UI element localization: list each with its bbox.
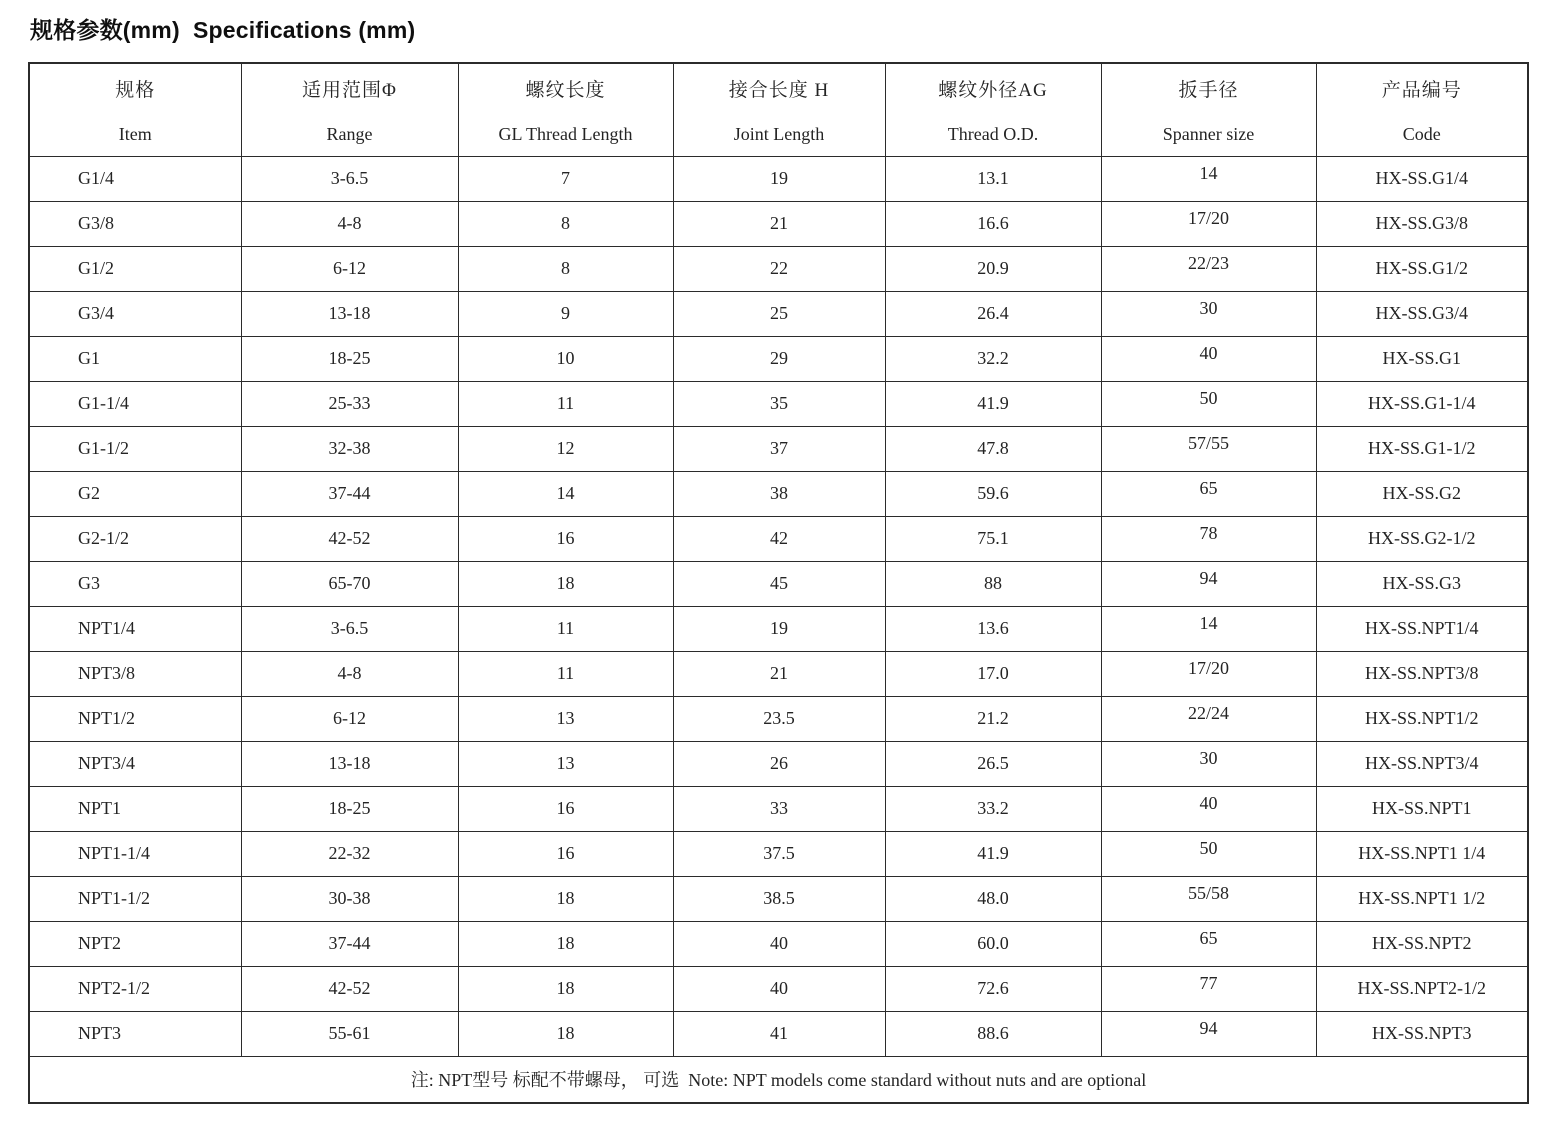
header-label-zh: 产品编号 [1381,79,1462,101]
table-cell: 29 [673,336,885,381]
table-cell: NPT1-1/2 [29,876,241,921]
table-cell: NPT3 [29,1011,241,1056]
table-cell: 72.6 [885,966,1101,1011]
header-cell-4 [885,63,1101,156]
table-cell: 9 [458,291,673,336]
header-label-zh: 适用范围Φ [302,79,397,101]
header-label-en: Code [1402,123,1441,144]
header-label-en: Joint Length [733,123,825,144]
table-cell: 50 [1101,381,1316,426]
table-cell: HX-SS.NPT3 [1316,1011,1528,1056]
table-cell: HX-SS.G2-1/2 [1316,516,1528,561]
table-cell: 88.6 [885,1011,1101,1056]
table-row [29,201,1528,246]
footnote-row [29,1056,1528,1103]
table-cell: 19 [673,606,885,651]
header-label-zh: 螺纹长度 [525,79,606,101]
table-cell: 18 [458,1011,673,1056]
table-cell: 16.6 [885,201,1101,246]
table-row [29,426,1528,471]
table-cell: 30 [1101,291,1316,336]
table-cell: 14 [458,471,673,516]
table-cell: 40 [673,966,885,1011]
table-cell: HX-SS.NPT1 [1316,786,1528,831]
table-cell: 18 [458,966,673,1011]
table-cell: 26.4 [885,291,1101,336]
table-cell: 25-33 [241,381,458,426]
table-cell: 77 [1101,966,1316,1011]
header-label-zh: 螺纹外径AG [938,79,1048,101]
table-cell: 18 [458,876,673,921]
header-cell-5 [1101,63,1316,156]
table-cell: NPT2 [29,921,241,966]
header-label-zh: 规格 [115,79,156,101]
table-cell: NPT1 [29,786,241,831]
header-label-zh: 扳手径 [1178,79,1239,101]
table-cell: 59.6 [885,471,1101,516]
table-cell: HX-SS.G1-1/4 [1316,381,1528,426]
table-cell: 18 [458,921,673,966]
table-cell: 11 [458,381,673,426]
table-cell: HX-SS.G3 [1316,561,1528,606]
table-cell: 8 [458,246,673,291]
table-row [29,561,1528,606]
table-cell: HX-SS.NPT3/8 [1316,651,1528,696]
table-cell: G1/4 [29,156,241,201]
table-row [29,696,1528,741]
table-cell: HX-SS.G2 [1316,471,1528,516]
table-cell: 6-12 [241,696,458,741]
table-cell: G2 [29,471,241,516]
table-row [29,336,1528,381]
table-head-row [29,63,1528,156]
table-cell: 23.5 [673,696,885,741]
table-cell: 16 [458,786,673,831]
table-cell: 14 [1101,606,1316,651]
table-cell: 10 [458,336,673,381]
table-cell: 13 [458,696,673,741]
table-cell: 21 [673,651,885,696]
table-row [29,246,1528,291]
table-cell: 65 [1101,921,1316,966]
table-cell: G1-1/4 [29,381,241,426]
table-cell: G3/4 [29,291,241,336]
table-cell: G3 [29,561,241,606]
table-cell: 18 [458,561,673,606]
table-cell: 14 [1101,156,1316,201]
table-cell: 57/55 [1101,426,1316,471]
table-cell: 4-8 [241,201,458,246]
table-cell: 16 [458,516,673,561]
table-cell: 6-12 [241,246,458,291]
table-body [29,156,1528,1056]
table-cell: 65 [1101,471,1316,516]
table-cell: G1 [29,336,241,381]
table-cell: 7 [458,156,673,201]
table-cell: HX-SS.NPT1/2 [1316,696,1528,741]
table-row [29,741,1528,786]
table-cell: HX-SS.NPT2-1/2 [1316,966,1528,1011]
table-cell: 4-8 [241,651,458,696]
table-cell: 37 [673,426,885,471]
table-cell: 25 [673,291,885,336]
table-cell: HX-SS.NPT1 1/4 [1316,831,1528,876]
header-label-zh: 接合长度 H [728,79,830,101]
table-cell: NPT1-1/4 [29,831,241,876]
table-cell: 41 [673,1011,885,1056]
table-cell: 55-61 [241,1011,458,1056]
table-cell: 17/20 [1101,201,1316,246]
table-cell: 33.2 [885,786,1101,831]
table-cell: 41.9 [885,831,1101,876]
table-cell: 37.5 [673,831,885,876]
table-cell: 12 [458,426,673,471]
header-label-en: Thread O.D. [947,123,1039,144]
table-cell: HX-SS.G3/4 [1316,291,1528,336]
footnote-cell: 注: NPT型号 标配不带螺母， 可选 Note: NPT models come standard without nuts and are optional [29,1056,1528,1103]
table-row [29,291,1528,336]
table-cell: 26 [673,741,885,786]
table-cell: 42-52 [241,516,458,561]
table-cell: 18-25 [241,786,458,831]
table-cell: 40 [1101,336,1316,381]
table-cell: 40 [1101,786,1316,831]
table-cell: 38.5 [673,876,885,921]
table-cell: 42 [673,516,885,561]
page-title: 规格参数(mm) Specifications (mm) [30,17,416,43]
table-cell: 20.9 [885,246,1101,291]
table-cell: HX-SS.G1 [1316,336,1528,381]
header-cell-6 [1316,63,1528,156]
table-cell: NPT1/2 [29,696,241,741]
table-cell: G3/8 [29,201,241,246]
table-cell: HX-SS.NPT1 1/2 [1316,876,1528,921]
table-cell: NPT3/4 [29,741,241,786]
table-cell: 22/24 [1101,696,1316,741]
table-cell: HX-SS.NPT1/4 [1316,606,1528,651]
table-cell: G1/2 [29,246,241,291]
table-cell: 94 [1101,1011,1316,1056]
table-row [29,966,1528,1011]
table-row [29,651,1528,696]
table-cell: HX-SS.NPT2 [1316,921,1528,966]
table-cell: 32.2 [885,336,1101,381]
table-cell: 13-18 [241,741,458,786]
table-cell: 37-44 [241,471,458,516]
table-row [29,516,1528,561]
table-cell: 38 [673,471,885,516]
table-cell: G1-1/2 [29,426,241,471]
header-label-en: Range [326,123,373,144]
table-cell: 40 [673,921,885,966]
table-cell: HX-SS.G1/4 [1316,156,1528,201]
table-cell: 3-6.5 [241,606,458,651]
table-cell: 75.1 [885,516,1101,561]
table-cell: 30 [1101,741,1316,786]
table-cell: HX-SS.G1-1/2 [1316,426,1528,471]
table-row [29,606,1528,651]
table-foot [29,1056,1528,1103]
table-row [29,921,1528,966]
specifications-table [28,62,1529,1104]
table-cell: 48.0 [885,876,1101,921]
table-cell: 16 [458,831,673,876]
table-cell: HX-SS.NPT3/4 [1316,741,1528,786]
table-cell: 3-6.5 [241,156,458,201]
table-cell: 41.9 [885,381,1101,426]
table-cell: HX-SS.G1/2 [1316,246,1528,291]
table-cell: 13.6 [885,606,1101,651]
table-cell: 45 [673,561,885,606]
table-row [29,831,1528,876]
header-cell-0 [29,63,241,156]
table-cell: 19 [673,156,885,201]
table-cell: 18-25 [241,336,458,381]
table-cell: 78 [1101,516,1316,561]
table-cell: NPT1/4 [29,606,241,651]
table-cell: 65-70 [241,561,458,606]
table-cell: 11 [458,651,673,696]
table-cell: 50 [1101,831,1316,876]
table-cell: 37-44 [241,921,458,966]
table-cell: 13.1 [885,156,1101,201]
table-cell: 60.0 [885,921,1101,966]
table-head [29,63,1528,156]
table-cell: 22-32 [241,831,458,876]
table-cell: 13 [458,741,673,786]
table-cell: 17.0 [885,651,1101,696]
table-cell: 26.5 [885,741,1101,786]
table-row [29,786,1528,831]
table-row [29,156,1528,201]
header-label-en: Item [118,123,152,144]
table-row [29,471,1528,516]
table-cell: 55/58 [1101,876,1316,921]
header-label-en: GL Thread Length [498,123,633,144]
table-cell: 47.8 [885,426,1101,471]
table-cell: G2-1/2 [29,516,241,561]
header-label-en: Spanner size [1162,123,1255,144]
table-cell: 35 [673,381,885,426]
table-cell: 17/20 [1101,651,1316,696]
table-cell: 13-18 [241,291,458,336]
table-cell: 94 [1101,561,1316,606]
table-cell: 32-38 [241,426,458,471]
table-cell: NPT2-1/2 [29,966,241,1011]
header-cell-3 [673,63,885,156]
table-cell: HX-SS.G3/8 [1316,201,1528,246]
table-cell: 11 [458,606,673,651]
table-cell: 21.2 [885,696,1101,741]
table-cell: 8 [458,201,673,246]
table-cell: NPT3/8 [29,651,241,696]
table-row [29,1011,1528,1056]
table-cell: 22/23 [1101,246,1316,291]
table-cell: 42-52 [241,966,458,1011]
table-row [29,381,1528,426]
table-cell: 88 [885,561,1101,606]
table-cell: 22 [673,246,885,291]
table-cell: 21 [673,201,885,246]
table-row [29,876,1528,921]
header-cell-2 [458,63,673,156]
table-cell: 33 [673,786,885,831]
header-cell-1 [241,63,458,156]
table-cell: 30-38 [241,876,458,921]
